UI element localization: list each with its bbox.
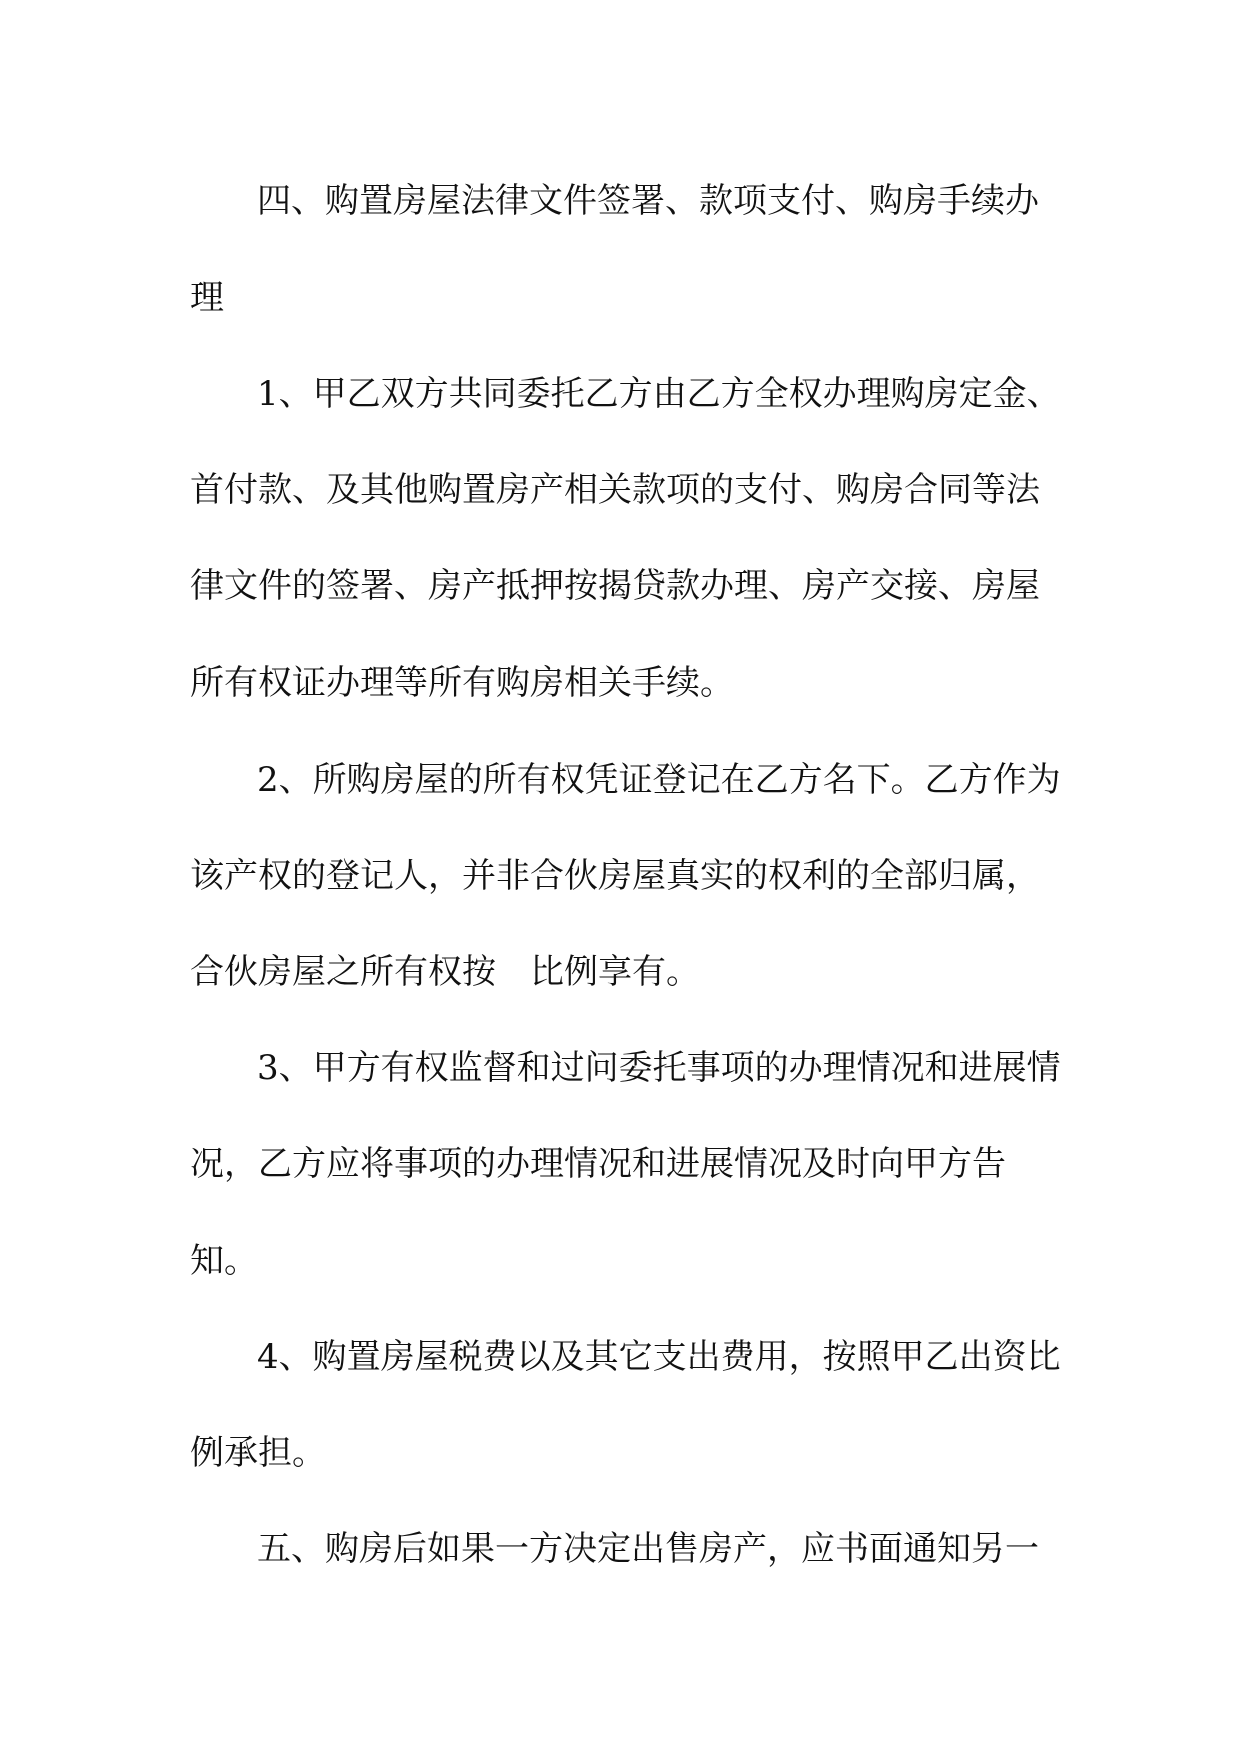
clause-3-line-2: 况，乙方应将事项的办理情况和进展情况及时向甲方告 bbox=[190, 1144, 1006, 1184]
clause-2-line-3: 合伙房屋之所有权按 比例享有。 bbox=[190, 952, 700, 992]
clause-2-line-1: 2、所购房屋的所有权凭证登记在乙方名下。乙方作为 bbox=[257, 760, 1061, 800]
section-four-heading-line-2: 理 bbox=[190, 278, 224, 318]
clause-2-line-2: 该产权的登记人，并非合伙房屋真实的权利的全部归属， bbox=[190, 856, 1040, 896]
clause-3-line-3: 知。 bbox=[190, 1241, 258, 1281]
section-four-heading-line-1: 四、购置房屋法律文件签署、款项支付、购房手续办 bbox=[257, 181, 1039, 221]
clause-4-line-1: 4、购置房屋税费以及其它支出费用，按照甲乙出资比 bbox=[257, 1337, 1061, 1377]
clause-4-line-2: 例承担。 bbox=[190, 1433, 326, 1473]
section-five-line-1: 五、购房后如果一方决定出售房产，应书面通知另一 bbox=[257, 1529, 1039, 1569]
clause-1-line-2: 首付款、及其他购置房产相关款项的支付、购房合同等法 bbox=[190, 470, 1040, 510]
clause-1-line-4: 所有权证办理等所有购房相关手续。 bbox=[190, 663, 734, 703]
clause-1-line-3: 律文件的签署、房产抵押按揭贷款办理、房产交接、房屋 bbox=[190, 566, 1040, 606]
clause-3-line-1: 3、甲方有权监督和过问委托事项的办理情况和进展情 bbox=[257, 1048, 1061, 1088]
clause-1-line-1: 1、甲乙双方共同委托乙方由乙方全权办理购房定金、 bbox=[257, 374, 1061, 414]
